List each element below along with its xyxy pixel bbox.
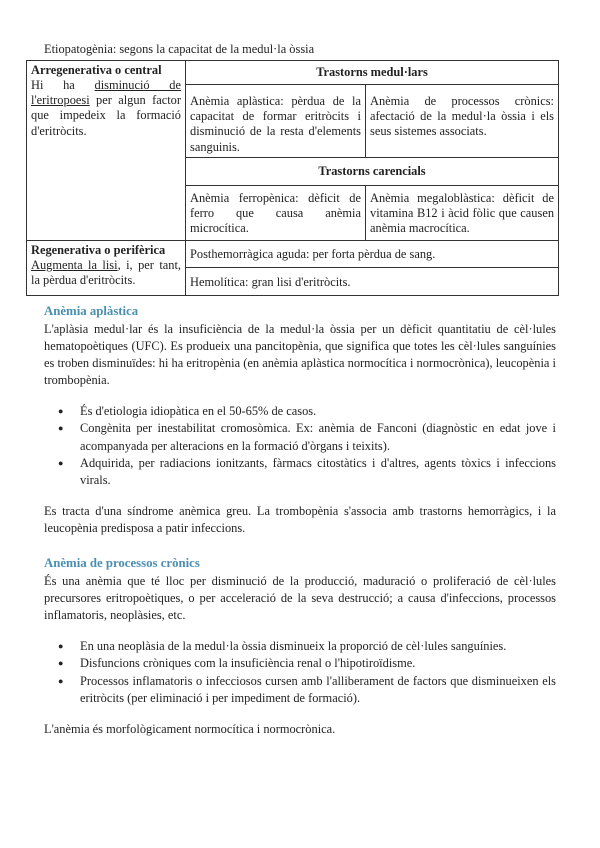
cronics-bullet-list (44, 638, 556, 706)
posthemorragica-cell: Posthemorràgica aguda: per forta pèrdua de sang. (186, 241, 559, 268)
hemolitica-cell: Hemolítica: gran lisi d'eritròcits. (186, 268, 559, 296)
list-item: ● En una neoplàsia de la medul·la òssia disminueix la proporció de cèl·lules sanguínies. (80, 638, 556, 655)
aplastica-bullet-list (44, 403, 556, 489)
regenerativa-underlined: Augmenta la lisi (31, 258, 118, 273)
section-heading-cronics: Anèmia de processos crònics (44, 556, 200, 571)
anemia-processos-cronics-cell: Anèmia de processos crònics: afectació de la medul·la òssia i els seus sistemes associats. (366, 85, 559, 158)
list-item: ● Congènita per inestabilitat cromosòmica. Ex: anèmia de Fanconi (diagnòstic en edat jove i acompanyada per alteracions en la formació d'òrgans i teixits). (80, 420, 556, 454)
trastorns-medullars-header: Trastorns medul·lars (186, 61, 559, 85)
arregenerativa-cell (27, 61, 186, 241)
trastorns-carencials-header: Trastorns carencials (186, 157, 559, 185)
intro-line: Etiopatogènia: segons la capacitat de la medul·la òssia (44, 42, 315, 56)
list-item: ● Adquirida, per radiacions ionitzants, fàrmacs citostàtics i d'altres, agents tòxics i infeccions virals. (80, 455, 556, 489)
aplastica-paragraph-1: L'aplàsia medul·lar és la insuficiència de la medul·la òssia per un dèficit quantitatiu de cèl·lules hematopoètiques (UFC). Es produeix una pancitopènia, que significa que totes les cèl·lules sanguínies es troben disminuïdes: hi ha eritropènia (en anèmia aplàstica normocítica i normocrònica), leucopènia i trombopènia. (44, 321, 556, 388)
regenerativa-text-suffix: , i, per tant, la pèrdua d'eritròcits. (31, 258, 182, 288)
list-item: ● Processos inflamatoris o infecciosos cursen amb l'alliberament de factors que disminueixen els eritròcits (per eliminació i per impediment de formació). (80, 673, 556, 707)
section-heading-aplastica: Anèmia aplàstica (44, 304, 139, 318)
table-row (27, 241, 559, 268)
list-item: ● Disfuncions cròniques com la insuficiència renal o l'hipotiroïdisme. (80, 655, 556, 672)
anemia-aplastica-cell: Anèmia aplàstica: pèrdua de la capacitat de formar eritròcits i disminució de la resta d'elements sanguinis. (186, 85, 366, 158)
aplastica-paragraph-2: Es tracta d'una síndrome anèmica greu. La trombopènia s'associa amb trastorns hemorràgics, i la leucopènia predisposa a patir infeccions. (44, 503, 556, 535)
arregenerativa-text-suffix: per algun factor que impedeix la formació d'eritròcits. (31, 93, 181, 138)
anemia-ferropenica-cell: Anèmia ferropènica: dèficit de ferro que causa anèmia microcítica. (186, 185, 366, 240)
anemia-megaloblastica-cell: Anèmia megaloblàstica: dèficit de vitamina B12 i àcid fòlic que causen anèmia macrocítica. (366, 185, 559, 240)
arregenerativa-underlined: disminució de l'eritropoesi (31, 78, 181, 108)
content-body (44, 303, 556, 738)
cronics-paragraph-2: L'anèmia és morfològicament normocítica i normocrònica. (44, 721, 336, 736)
regenerativa-title: Regenerativa o perifèrica (31, 243, 166, 258)
table-row (27, 61, 559, 85)
regenerativa-cell (27, 241, 186, 296)
arregenerativa-text-prefix: Hi ha (31, 78, 95, 93)
arregenerativa-title: Arregenerativa o central (31, 63, 162, 77)
cronics-paragraph-1: És una anèmia que té lloc per disminució de la producció, maduració o proliferació de cèl·lules precursores eritropoètiques, o per acceleració de la seva destrucció; a causa d'infeccions, processos inflamatoris, neoplàsies, etc. (44, 574, 556, 623)
etiopathogenesis-table (26, 60, 559, 296)
list-item: ● És d'etiologia idiopàtica en el 50-65% de casos. (80, 403, 556, 420)
